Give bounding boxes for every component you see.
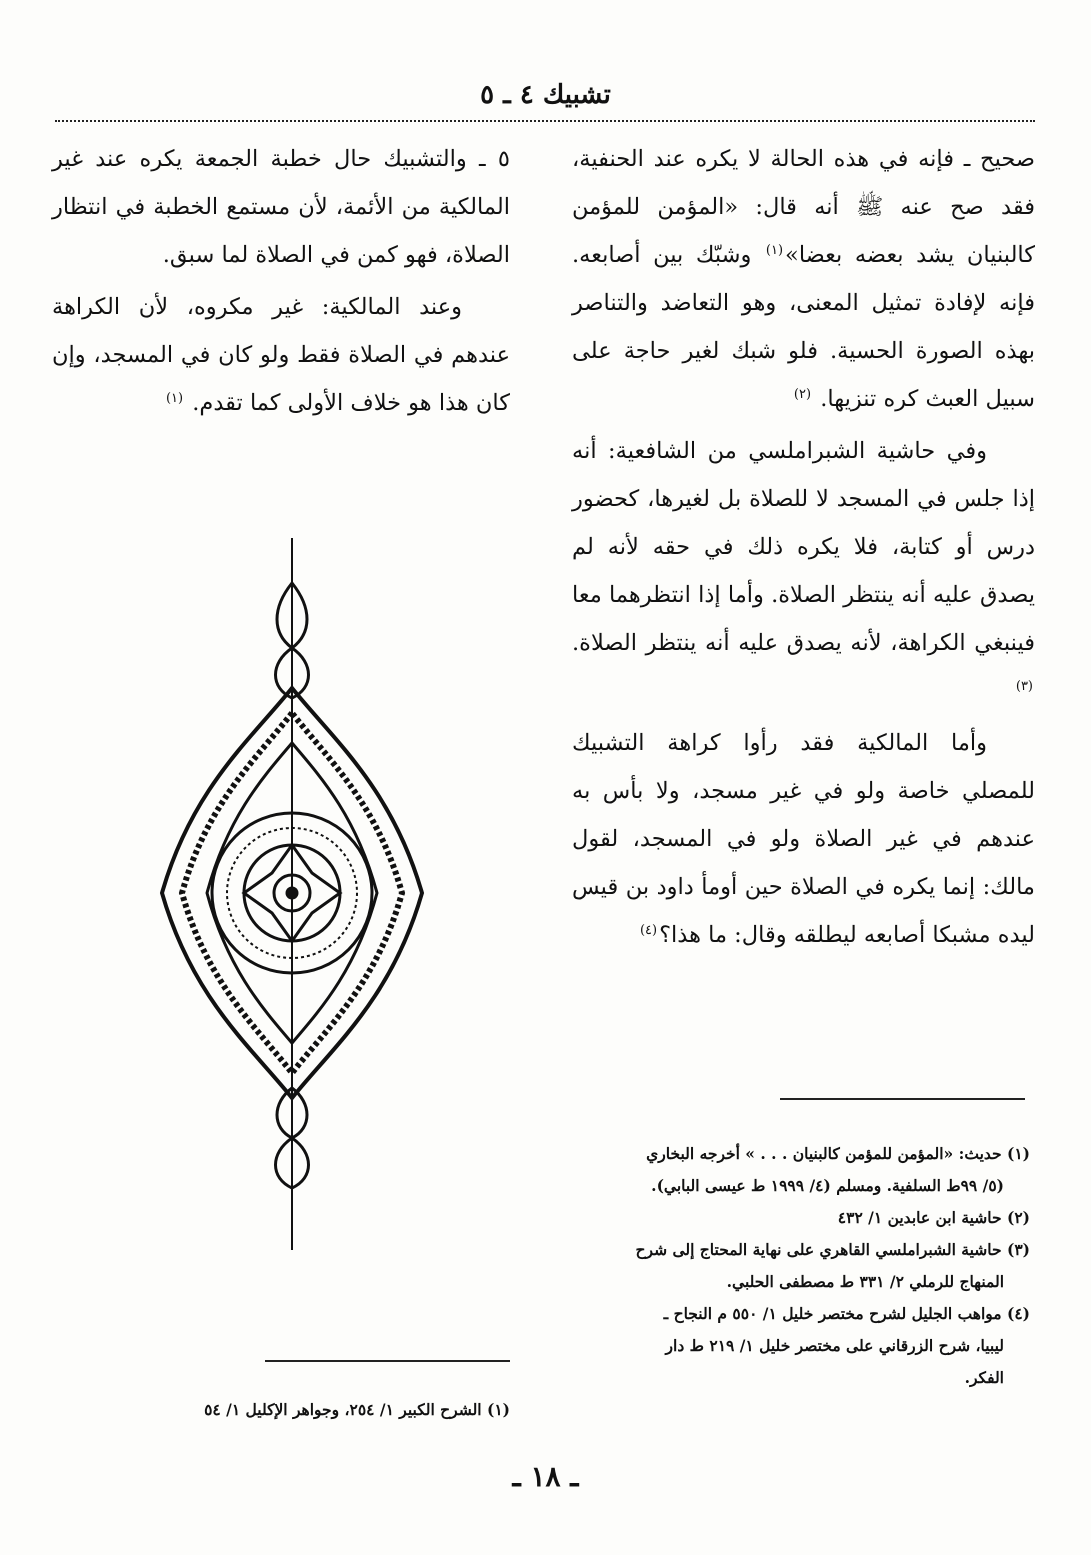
footnotes-left <box>105 1394 510 1426</box>
footnote: (٤) مواهب الجليل لشرح مختصر خليل ١/ ٥٥٠ م النجاح ـ <box>663 1304 1030 1323</box>
paragraph: وأما المالكية فقد رأوا كراهة التشبيك للمصلي خاصة ولو في غير مسجد، ولا بأس به عندهم في غير الصلاة ولو في المسجد، لقول مالك: إنما يكره في الصلاة حين أومأ داود بن قيس ليده مشبكا أصابعه ليطلقه وقال: ما هذا؟$^{(٤)}$ <box>572 730 1035 948</box>
footnotes-right <box>558 1138 1030 1394</box>
page-number: ـ ١٨ ـ <box>512 1460 579 1493</box>
footnote-continuation: (٥/ ٩٩ط السلفية. ومسلم (٤/ ١٩٩٩ ط عيسى البابي). <box>651 1176 1004 1195</box>
right-column <box>572 135 1035 963</box>
footnote: (١) الشرح الكبير ١/ ٢٥٤، وجواهر الإكليل ١/ ٥٤ <box>204 1400 510 1419</box>
paragraph: وفي حاشية الشبراملسي من الشافعية: أنه إذا جلس في المسجد لا للصلاة بل لغيرها، كحضور درس أو كتابة، فلا يكره ذلك في حقه لأنه لم يصدق عليه أنه ينتظر الصلاة. وأما إذا انتظرهما معا فينبغي الكراهة، لأنه يصدق عليه أنه ينتظر الصلاة. $^{(٣)}$ <box>572 438 1035 694</box>
footnote-marker: (١) <box>165 390 184 406</box>
page-header: تشبيك ٤ ـ ٥ <box>480 80 611 110</box>
footnote-marker: (٤) <box>639 922 658 938</box>
footnote: (١) حديث: «المؤمن للمؤمن كالبنيان . . . » أخرجه البخاري <box>646 1144 1030 1163</box>
paragraph: صحيح ـ فإنه في هذه الحالة لا يكره عند الحنفية، فقد صح عنه ﷺ أنه قال: «المؤمن للمؤمن كالبنيان يشد بعضه بعضا»$^{(١)}$ وشبّك بين أصابعه. فإنه لإفادة تمثيل المعنى، وهو التعاضد والتناصر بهذه الصورة الحسية. فلو شبك لغير حاجة على سبيل العبث كره تنزيها. $^{(٢)}$ <box>572 146 1036 412</box>
footnote-divider <box>780 1098 1025 1100</box>
footnote: (٣) حاشية الشبراملسي القاهري على نهاية المحتاج إلى شرح <box>635 1240 1030 1259</box>
left-column <box>52 135 510 431</box>
footnote-continuation: الفكر. <box>964 1368 1004 1387</box>
paragraph: وعند المالكية: غير مكروه، لأن الكراهة عندهم في الصلاة فقط ولو كان في المسجد، وإن كان هذا هو خلاف الأولى كما تقدم. $^{(١)}$ <box>52 294 510 416</box>
header-dotted-rule <box>55 120 1035 122</box>
footnote-marker: (٢) <box>793 386 812 402</box>
footnote-marker: (٣) <box>1015 678 1033 694</box>
footnote-continuation: ليبيا، شرح الزرقاني على مختصر خليل ١/ ٢١٩ ط دار <box>665 1336 1004 1355</box>
arabesque-ornament-icon <box>152 538 432 1250</box>
footnote: (٢) حاشية ابن عابدين ١/ ٤٣٢ <box>837 1208 1030 1227</box>
footnote-continuation: المنهاج للرملي ٢/ ٣٣١ ط مصطفى الحلبي. <box>726 1272 1004 1291</box>
footnote-divider <box>265 1360 510 1362</box>
paragraph: ٥ ـ والتشبيك حال خطبة الجمعة يكره عند غير المالكية من الأئمة، لأن مستمع الخطبة في انتظار الصلاة، فهو كمن في الصلاة لما سبق. <box>52 146 510 268</box>
footnote-marker: (١) <box>765 242 784 258</box>
